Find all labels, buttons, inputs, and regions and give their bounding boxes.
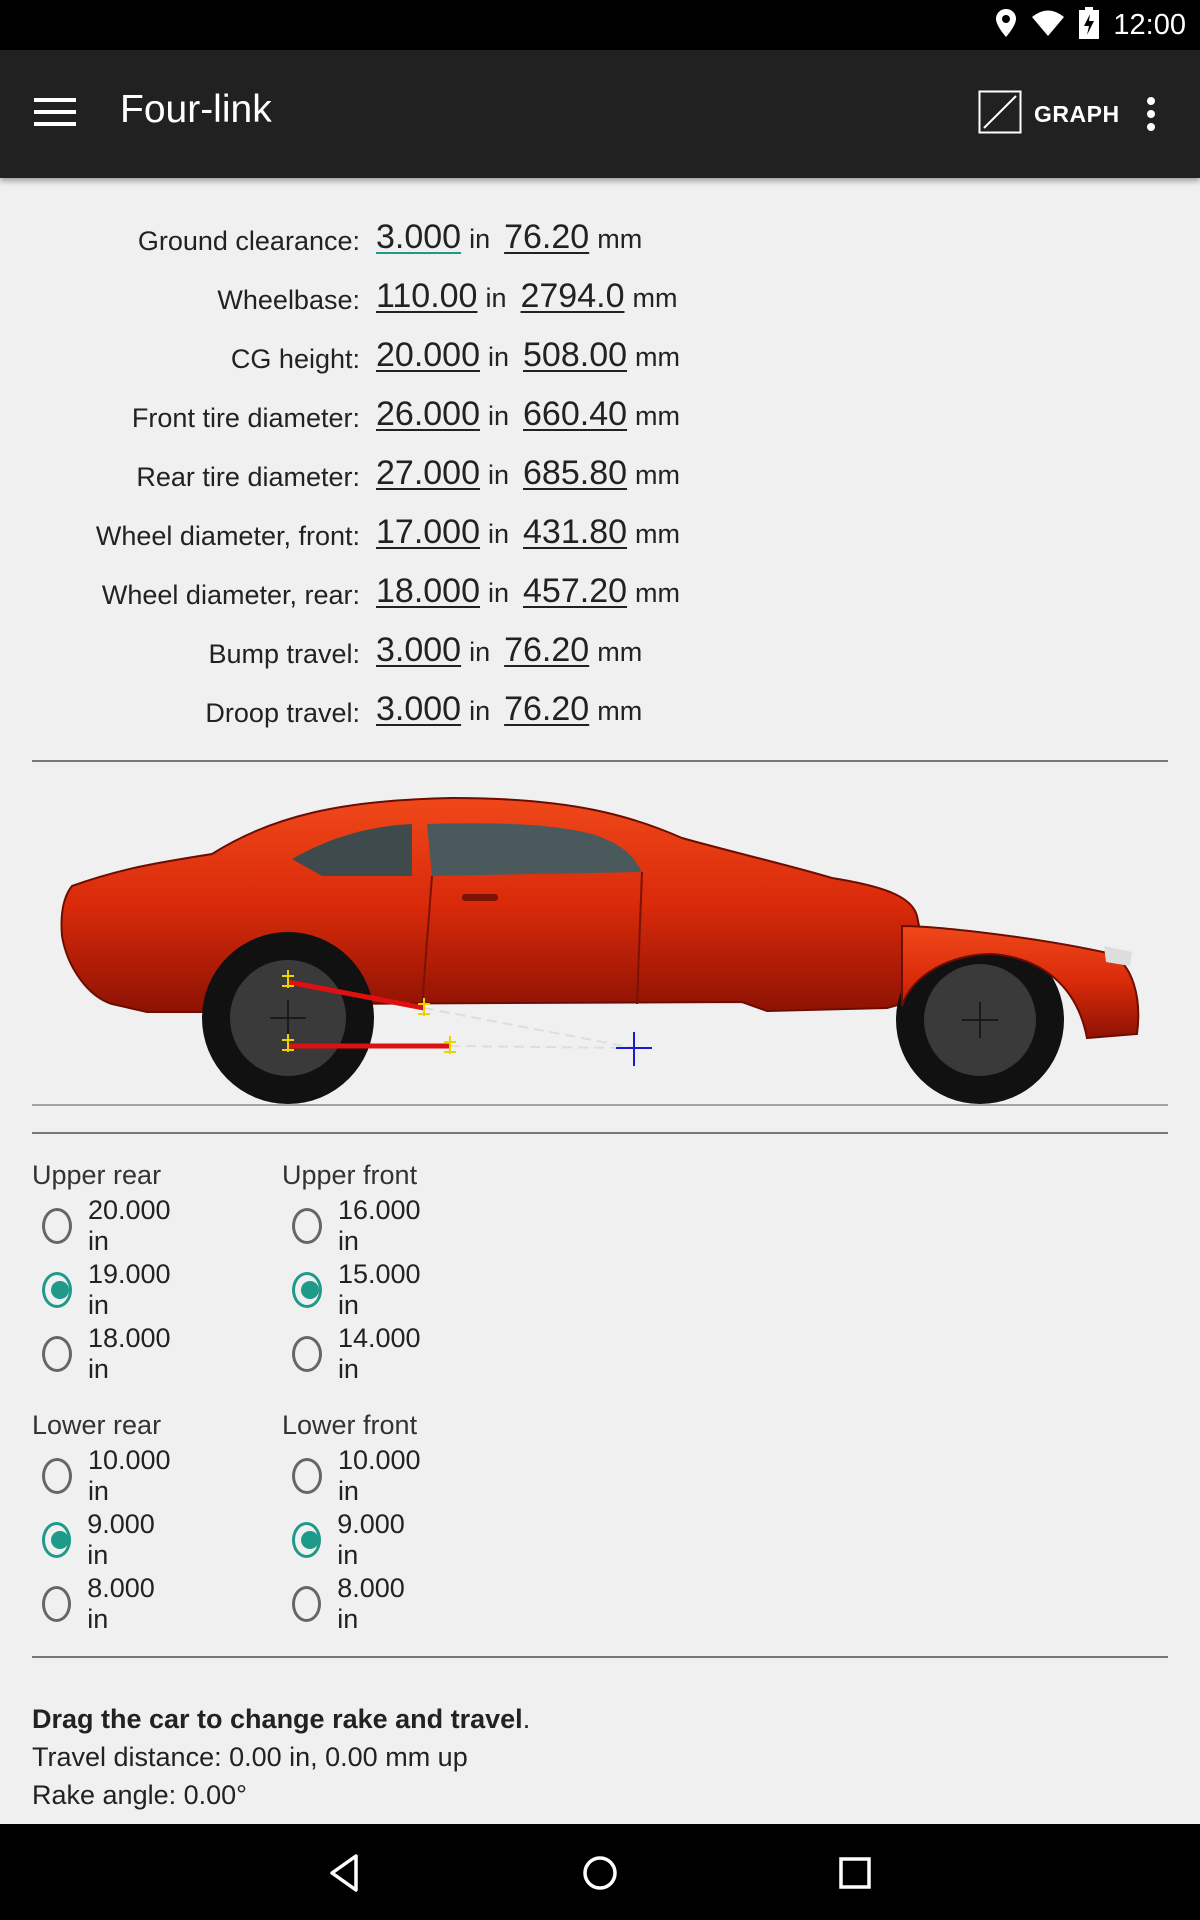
graph-button-label: GRAPH — [1034, 100, 1120, 127]
unit-label: mm — [635, 460, 680, 490]
radio-label: 15.000 in — [337, 1259, 421, 1320]
wheelbase-in-input[interactable]: 110.00 — [376, 277, 478, 315]
graph-icon — [978, 90, 1022, 139]
recents-icon[interactable] — [830, 1848, 880, 1898]
radio-lower-rear-2[interactable] — [42, 1574, 162, 1634]
field-label: Rear tire diameter: — [136, 462, 360, 492]
radio-upper-front-1[interactable] — [292, 1260, 427, 1320]
field-row-front-tire-diameter — [0, 395, 1200, 445]
field-row-wheel-diameter-rear — [0, 572, 1200, 622]
unit-label: mm — [635, 519, 680, 549]
radio-label: 8.000 in — [337, 1573, 405, 1634]
field-row-droop-travel — [0, 690, 1200, 740]
clock: 12:00 — [1113, 8, 1186, 41]
radio-lower-front-2[interactable] — [292, 1574, 412, 1634]
car-door-handle — [462, 894, 498, 901]
radio-upper-front-0[interactable] — [292, 1196, 427, 1256]
field-label: Wheelbase: — [217, 285, 360, 315]
cg-height-mm-input[interactable]: 508.00 — [523, 336, 628, 374]
page-title: Four-link — [120, 88, 272, 131]
navigation-bar — [0, 1824, 1200, 1920]
battery-charging-icon — [1079, 7, 1099, 44]
unit-label: in — [488, 460, 510, 490]
group-title: Upper rear — [32, 1160, 162, 1190]
radio-label: 18.000 in — [87, 1323, 171, 1384]
radio-button[interactable] — [42, 1208, 72, 1244]
status-bar — [0, 0, 1200, 50]
radio-button[interactable] — [292, 1336, 322, 1372]
unit-label: in — [488, 401, 510, 431]
radio-label: 9.000 in — [87, 1509, 155, 1570]
wheelbase-mm-input[interactable]: 2794.0 — [520, 277, 625, 315]
field-label: Ground clearance: — [137, 226, 360, 256]
wheel-diameter-front-mm-input[interactable]: 431.80 — [523, 513, 628, 551]
divider — [32, 760, 1168, 762]
radio-button-selected[interactable] — [42, 1272, 72, 1308]
front-tire-diameter-in-input[interactable]: 26.000 — [376, 395, 480, 433]
wheel-diameter-rear-in-input[interactable]: 18.000 — [376, 572, 480, 610]
radio-upper-rear-2[interactable] — [42, 1324, 177, 1384]
radio-upper-rear-0[interactable] — [42, 1196, 177, 1256]
field-label: Wheel diameter, front: — [95, 521, 360, 551]
radio-label: 20.000 in — [87, 1195, 171, 1256]
radio-button[interactable] — [292, 1458, 322, 1494]
unit-label: mm — [597, 224, 643, 254]
wheel-diameter-rear-mm-input[interactable]: 457.20 — [523, 572, 628, 610]
menu-icon[interactable] — [30, 92, 80, 132]
unit-label: in — [488, 519, 510, 549]
location-icon — [995, 8, 1017, 43]
droop-travel-in-input[interactable]: 3.000 — [376, 690, 462, 728]
radio-upper-rear-1[interactable] — [42, 1260, 177, 1320]
divider — [32, 1656, 1168, 1658]
radio-upper-front-2[interactable] — [292, 1324, 427, 1384]
radio-button-selected[interactable] — [292, 1272, 322, 1308]
radio-lower-rear-0[interactable] — [42, 1446, 177, 1506]
radio-lower-front-1[interactable] — [292, 1510, 412, 1570]
unit-label: mm — [635, 401, 680, 431]
field-row-rear-tire-diameter — [0, 454, 1200, 504]
unit-label: in — [488, 342, 510, 372]
unit-label: in — [469, 637, 491, 667]
field-label: CG height: — [230, 344, 360, 374]
radio-label: 10.000 in — [87, 1445, 171, 1506]
radio-button[interactable] — [42, 1586, 71, 1622]
car-diagram[interactable] — [32, 776, 1168, 1106]
field-row-bump-travel — [0, 631, 1200, 681]
cg-height-in-input[interactable]: 20.000 — [376, 336, 480, 374]
info-text — [32, 1700, 1168, 1810]
radio-label: 19.000 in — [87, 1259, 171, 1320]
unit-label: mm — [632, 283, 678, 313]
travel-distance: Travel distance: 0.00 in, 0.00 mm up — [32, 1742, 468, 1772]
front-tire-diameter-mm-input[interactable]: 660.40 — [523, 395, 628, 433]
drag-instruction-bold: Drag the car to change rake and travel — [32, 1704, 523, 1734]
wheel-diameter-front-in-input[interactable]: 17.000 — [376, 513, 480, 551]
radio-label: 14.000 in — [337, 1323, 421, 1384]
instant-center-marker — [616, 1032, 652, 1066]
rear-tire-diameter-mm-input[interactable]: 685.80 — [523, 454, 628, 492]
droop-travel-mm-input[interactable]: 76.20 — [504, 690, 590, 728]
radio-lower-rear-1[interactable] — [42, 1510, 162, 1570]
more-options-icon[interactable] — [1136, 94, 1166, 134]
app-bar — [0, 50, 1200, 178]
back-icon[interactable] — [320, 1848, 370, 1898]
field-label: Bump travel: — [208, 639, 360, 669]
radio-button[interactable] — [42, 1458, 72, 1494]
unit-label: mm — [635, 342, 680, 372]
divider — [32, 1132, 1168, 1134]
radio-lower-front-0[interactable] — [292, 1446, 427, 1506]
unit-label: in — [488, 578, 510, 608]
radio-button-selected[interactable] — [292, 1522, 321, 1558]
unit-label: in — [469, 224, 491, 254]
group-title: Lower rear — [32, 1410, 162, 1440]
drag-instruction-end: . — [522, 1704, 531, 1734]
drag-instruction — [32, 1700, 1168, 1738]
radio-button[interactable] — [292, 1208, 322, 1244]
wifi-icon — [1031, 9, 1065, 42]
field-row-wheel-diameter-front — [0, 513, 1200, 563]
field-label: Droop travel: — [205, 698, 360, 728]
radio-button[interactable] — [292, 1586, 321, 1622]
car-drawing[interactable] — [32, 776, 1168, 1106]
bump-travel-mm-input[interactable]: 76.20 — [504, 631, 590, 669]
radio-button-selected[interactable] — [42, 1522, 71, 1558]
radio-button[interactable] — [42, 1336, 72, 1372]
field-label: Wheel diameter, rear: — [101, 580, 360, 610]
radio-label: 9.000 in — [337, 1509, 405, 1570]
ground-clearance-in-input[interactable]: 3.000 — [376, 218, 462, 256]
radio-label: 16.000 in — [337, 1195, 421, 1256]
field-label: Front tire diameter: — [131, 403, 360, 433]
field-row-cg-height — [0, 336, 1200, 386]
unit-label: mm — [597, 696, 643, 726]
group-title: Lower front — [282, 1410, 418, 1440]
home-icon[interactable] — [575, 1848, 625, 1898]
radio-label: 8.000 in — [87, 1573, 155, 1634]
rake-angle: Rake angle: 0.00° — [32, 1780, 247, 1810]
unit-label: in — [485, 283, 507, 313]
graph-button[interactable] — [978, 90, 1120, 138]
rear-tire-diameter-in-input[interactable]: 27.000 — [376, 454, 480, 492]
unit-label: in — [469, 696, 491, 726]
group-title: Upper front — [282, 1160, 418, 1190]
unit-label: mm — [635, 578, 680, 608]
instant-center-line — [450, 1046, 634, 1048]
bump-travel-in-input[interactable]: 3.000 — [376, 631, 462, 669]
unit-label: mm — [597, 637, 643, 667]
field-row-wheelbase — [0, 277, 1200, 327]
field-row-ground-clearance — [0, 218, 1200, 268]
ground-clearance-mm-input[interactable]: 76.20 — [504, 218, 590, 256]
radio-label: 10.000 in — [337, 1445, 421, 1506]
